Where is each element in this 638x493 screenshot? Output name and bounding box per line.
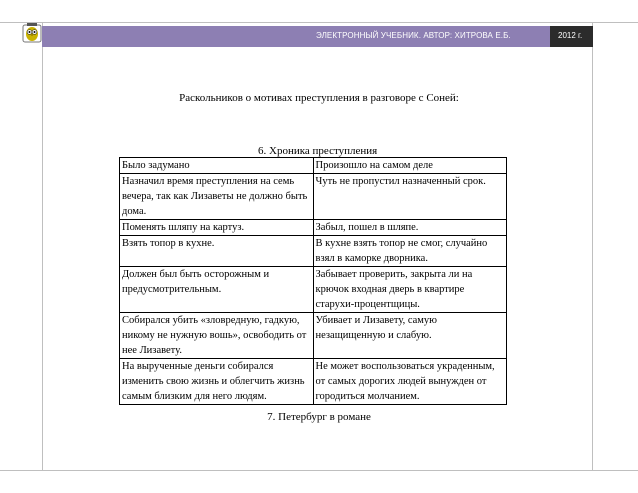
table-row: [120, 220, 507, 236]
right-frame-line: [592, 22, 593, 470]
top-frame-line: [0, 22, 638, 23]
table-cell-planned: Взять топор в кухне.: [120, 236, 314, 267]
bottom-frame-line: [0, 470, 638, 471]
table-header-planned: Было задумано: [120, 158, 314, 174]
table-row: [120, 267, 507, 313]
left-frame-line: [42, 22, 43, 470]
table-cell-planned: На вырученные деньги собирался изменить свою жизнь и облегчить жизнь самым близким для него людям.: [120, 359, 314, 405]
table-row: [120, 174, 507, 220]
table-row: [120, 359, 507, 405]
table-cell-actual: В кухне взять топор не смог, случайно взял в каморке дворника.: [313, 236, 507, 267]
table-cell-actual: Убивает и Лизавету, самую незащищенную и слабую.: [313, 313, 507, 359]
chronicle-table: [119, 157, 507, 405]
header-year: 2012 г.: [558, 31, 583, 40]
table-cell-actual: Забывает проверить, закрыта ли на крючок входная дверь в квартире старухи-процентщицы.: [313, 267, 507, 313]
table-cell-actual: Забыл, пошел в шляпе.: [313, 220, 507, 236]
table-cell-planned: Назначил время преступления на семь вечера, так как Лизаветы не должно быть дома.: [120, 174, 314, 220]
table-header-actual: Произошло на самом деле: [313, 158, 507, 174]
section-title: 6. Хроника преступления: [258, 145, 378, 157]
table-cell-actual: Не может воспользоваться украденным, от самых дорогих людей вынужден от городиться молчанием.: [313, 359, 507, 405]
table-cell-planned: Поменять шляпу на картуз.: [120, 220, 314, 236]
header-title: ЭЛЕКТРОННЫЙ УЧЕБНИК. АВТОР: ХИТРОВА Е.Б.: [316, 31, 511, 40]
owl-logo-icon: [21, 22, 43, 44]
table-row: [120, 236, 507, 267]
table-header-row: [120, 158, 507, 174]
table-cell-planned: Собирался убить «зловредную, гадкую, никому не нужную вошь», освободить от нее Лизавету.: [120, 313, 314, 359]
table-cell-actual: Чуть не пропустил назначенный срок.: [313, 174, 507, 220]
table-row: [120, 313, 507, 359]
table-cell-planned: Должен был быть осторожным и предусмотрительным.: [120, 267, 314, 313]
slide-title: Раскольников о мотивах преступления в разговоре с Соней:: [179, 92, 459, 104]
next-section-title: 7. Петербург в романе: [267, 411, 371, 423]
